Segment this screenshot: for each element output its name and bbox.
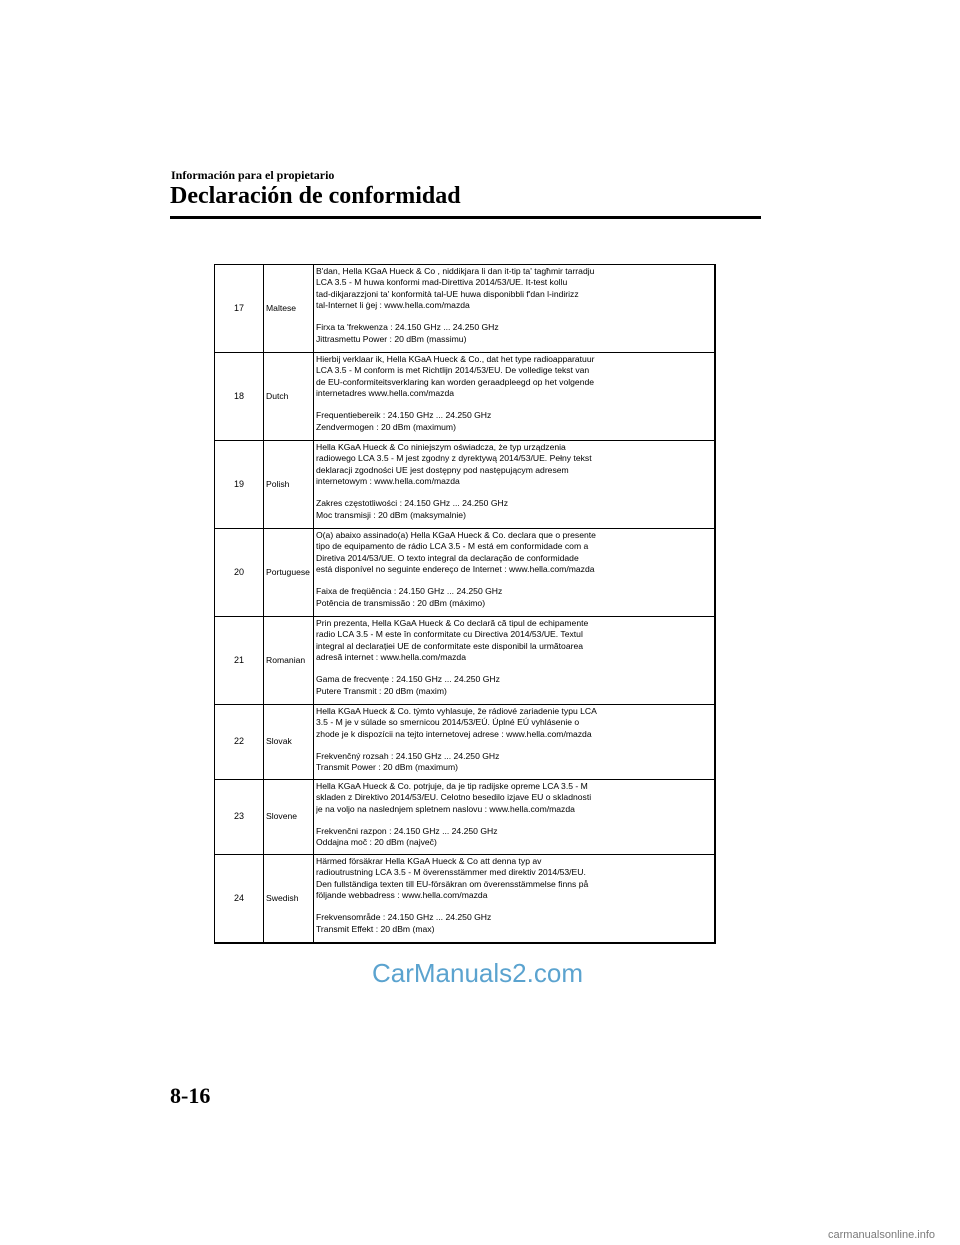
watermark-text: CarManuals2.com xyxy=(372,958,583,988)
declaration-line: Hella KGaA Hueck & Co niniejszym oświadcza, że typ urządzenia xyxy=(316,442,566,452)
declaration-line: radiowego LCA 3.5 - M jest zgodny z dyrektywą 2014/53/UE. Pełny tekst xyxy=(316,453,592,464)
declaration-line: O(a) abaixo assinado(a) Hella KGaA Hueck & Co. declara que o presente xyxy=(316,530,596,540)
declaration-line: Firxa ta 'frekwenza : 24.150 GHz ... 24.250 GHz xyxy=(316,322,499,333)
row-declaration-text xyxy=(314,855,716,944)
declaration-line: Putere Transmit : 20 dBm (maxim) xyxy=(316,685,447,696)
declaration-line xyxy=(316,815,711,826)
declaration-line: Transmit Power : 20 dBm (maximum) xyxy=(316,762,458,773)
declaration-line: skladen z Direktivo 2014/53/EU. Celotno besedilo izjave EU o skladnosti xyxy=(316,792,592,803)
declaration-line: Prin prezenta, Hella KGaA Hueck & Co declară că tipul de echipamente xyxy=(316,618,589,628)
declaration-line: Gama de frecvențe : 24.150 GHz ... 24.250 GHz xyxy=(316,674,500,685)
declaration-line: Moc transmisji : 20 dBm (maksymalnie) xyxy=(316,509,466,520)
declaration-line: radio LCA 3.5 - M este în conformitate cu Directiva 2014/53/UE. Textul xyxy=(316,629,583,640)
declaration-line: Frekvenčný rozsah : 24.150 GHz ... 24.250 GHz xyxy=(316,751,500,762)
row-declaration-text xyxy=(314,353,716,441)
declaration-line xyxy=(316,740,711,751)
table-row xyxy=(215,617,716,705)
title-rule xyxy=(170,216,761,219)
row-language: Swedish xyxy=(264,855,314,944)
declaration-line: Zakres częstotliwości : 24.150 GHz ... 24.250 GHz xyxy=(316,498,509,509)
row-number: 20 xyxy=(215,529,264,617)
declaration-line: följande webbadress : www.hella.com/mazda xyxy=(316,889,488,900)
declaration-line: Den fullständiga texten till EU-försäkran om överensstämmelse finns på xyxy=(316,878,589,889)
table-row xyxy=(215,529,716,617)
declaration-line: Zendvermogen : 20 dBm (maximum) xyxy=(316,421,456,432)
declaration-line: LCA 3.5 - M huwa konformi mad-Direttiva 2014/53/UE. It-test kollu xyxy=(316,277,568,288)
declaration-line: 3.5 - M je v súlade so smernicou 2014/53/EÚ. Úplné EÚ vyhlásenie o xyxy=(316,717,580,728)
declaration-line: Potência de transmissão : 20 dBm (máximo) xyxy=(316,597,486,608)
declaration-line xyxy=(316,575,711,586)
row-language: Romanian xyxy=(264,617,314,705)
declaration-line: tipo de equipamento de rádio LCA 3.5 - M está em conformidade com a xyxy=(316,541,589,552)
declaration-line xyxy=(316,487,711,498)
declaration-line: está disponível no seguinte endereço de Internet : www.hella.com/mazda xyxy=(316,563,595,574)
declaration-line xyxy=(316,399,711,410)
table-row xyxy=(215,353,716,441)
row-language: Slovak xyxy=(264,705,314,780)
declaration-line: Transmit Effekt : 20 dBm (max) xyxy=(316,923,435,934)
row-language: Slovene xyxy=(264,780,314,855)
row-declaration-text xyxy=(314,529,716,617)
declaration-line: internetadres www.hella.com/mazda xyxy=(316,387,455,398)
page-title: Declaración de conformidad xyxy=(170,183,461,209)
declaration-line: Härmed försäkrar Hella KGaA Hueck & Co att denna typ av xyxy=(316,856,542,866)
row-declaration-text xyxy=(314,780,716,855)
declaration-table xyxy=(214,264,716,944)
declaration-line: Frekvenčni razpon : 24.150 GHz ... 24.250 GHz xyxy=(316,826,498,837)
row-number: 17 xyxy=(215,265,264,353)
row-language: Dutch xyxy=(264,353,314,441)
declaration-table-body xyxy=(215,265,716,944)
row-declaration-text xyxy=(314,705,716,780)
table-row xyxy=(215,705,716,780)
declaration-line: Jittrasmettu Power : 20 dBm (massimu) xyxy=(316,333,467,344)
declaration-line: zhode je k dispozícii na tejto internetovej adrese : www.hella.com/mazda xyxy=(316,728,592,739)
declaration-line: de EU-conformiteitsverklaring kan worden geraadpleegd op het volgende xyxy=(316,376,595,387)
declaration-line: je na voljo na naslednjem spletnem naslovu : www.hella.com/mazda xyxy=(316,803,575,814)
table-row xyxy=(215,441,716,529)
declaration-line: B'dan, Hella KGaA Hueck & Co , niddikjara li dan it-tip ta' tagħmir tarradju xyxy=(316,266,595,276)
declaration-line: Hierbij verklaar ik, Hella KGaA Hueck & Co., dat het type radioapparatuur xyxy=(316,354,595,364)
declaration-line xyxy=(316,311,711,322)
row-number: 24 xyxy=(215,855,264,944)
row-number: 18 xyxy=(215,353,264,441)
page-number: 8-16 xyxy=(170,1083,211,1108)
footer-site-link[interactable]: carmanualsonline.info xyxy=(828,1229,936,1241)
row-declaration-text xyxy=(314,617,716,705)
declaration-line: tad-dikjarazzjoni ta' konformità tal-UE huwa disponibbli f'dan l-indirizz xyxy=(316,288,579,299)
declaration-line: LCA 3.5 - M conform is met Richtlijn 2014/53/EU. De volledige tekst van xyxy=(316,365,590,376)
row-language: Portuguese xyxy=(264,529,314,617)
declaration-line: integral al declarației UE de conformitate este disponibil la următoarea xyxy=(316,640,584,651)
declaration-line: Oddajna moč : 20 dBm (največ) xyxy=(316,837,437,848)
row-number: 19 xyxy=(215,441,264,529)
declaration-line: Frequentiebereik : 24.150 GHz ... 24.250 GHz xyxy=(316,410,492,421)
row-number: 23 xyxy=(215,780,264,855)
table-row xyxy=(215,855,716,944)
declaration-line: adresă internet : www.hella.com/mazda xyxy=(316,651,466,662)
row-declaration-text xyxy=(314,441,716,529)
declaration-line: Frekvensområde : 24.150 GHz ... 24.250 GHz xyxy=(316,912,492,923)
declaration-line: Hella KGaA Hueck & Co. potrjuje, da je tip radijske opreme LCA 3.5 - M xyxy=(316,781,588,791)
row-language: Maltese xyxy=(264,265,314,353)
table-row xyxy=(215,265,716,353)
declaration-line: radioutrustning LCA 3.5 - M överensstämmer med direktiv 2014/53/EU. xyxy=(316,867,586,878)
row-number: 21 xyxy=(215,617,264,705)
declaration-line: deklaracji zgodności UE jest dostępny pod następującym adresem xyxy=(316,464,569,475)
declaration-line: Faixa de freqüência : 24.150 GHz ... 24.250 GHz xyxy=(316,586,503,597)
row-language: Polish xyxy=(264,441,314,529)
declaration-line xyxy=(316,901,711,912)
section-label: Información para el propietario xyxy=(171,168,335,182)
declaration-line: tal-Internet li ġej : www.hella.com/mazda xyxy=(316,299,470,310)
declaration-line: Diretiva 2014/53/UE. O texto integral da declaração de conformidade xyxy=(316,552,579,563)
row-declaration-text xyxy=(314,265,716,353)
row-number: 22 xyxy=(215,705,264,780)
declaration-line: Hella KGaA Hueck & Co. týmto vyhlasuje, že rádiové zariadenie typu LCA xyxy=(316,706,597,716)
table-row xyxy=(215,780,716,855)
declaration-line xyxy=(316,663,711,674)
declaration-line: internetowym : www.hella.com/mazda xyxy=(316,475,460,486)
